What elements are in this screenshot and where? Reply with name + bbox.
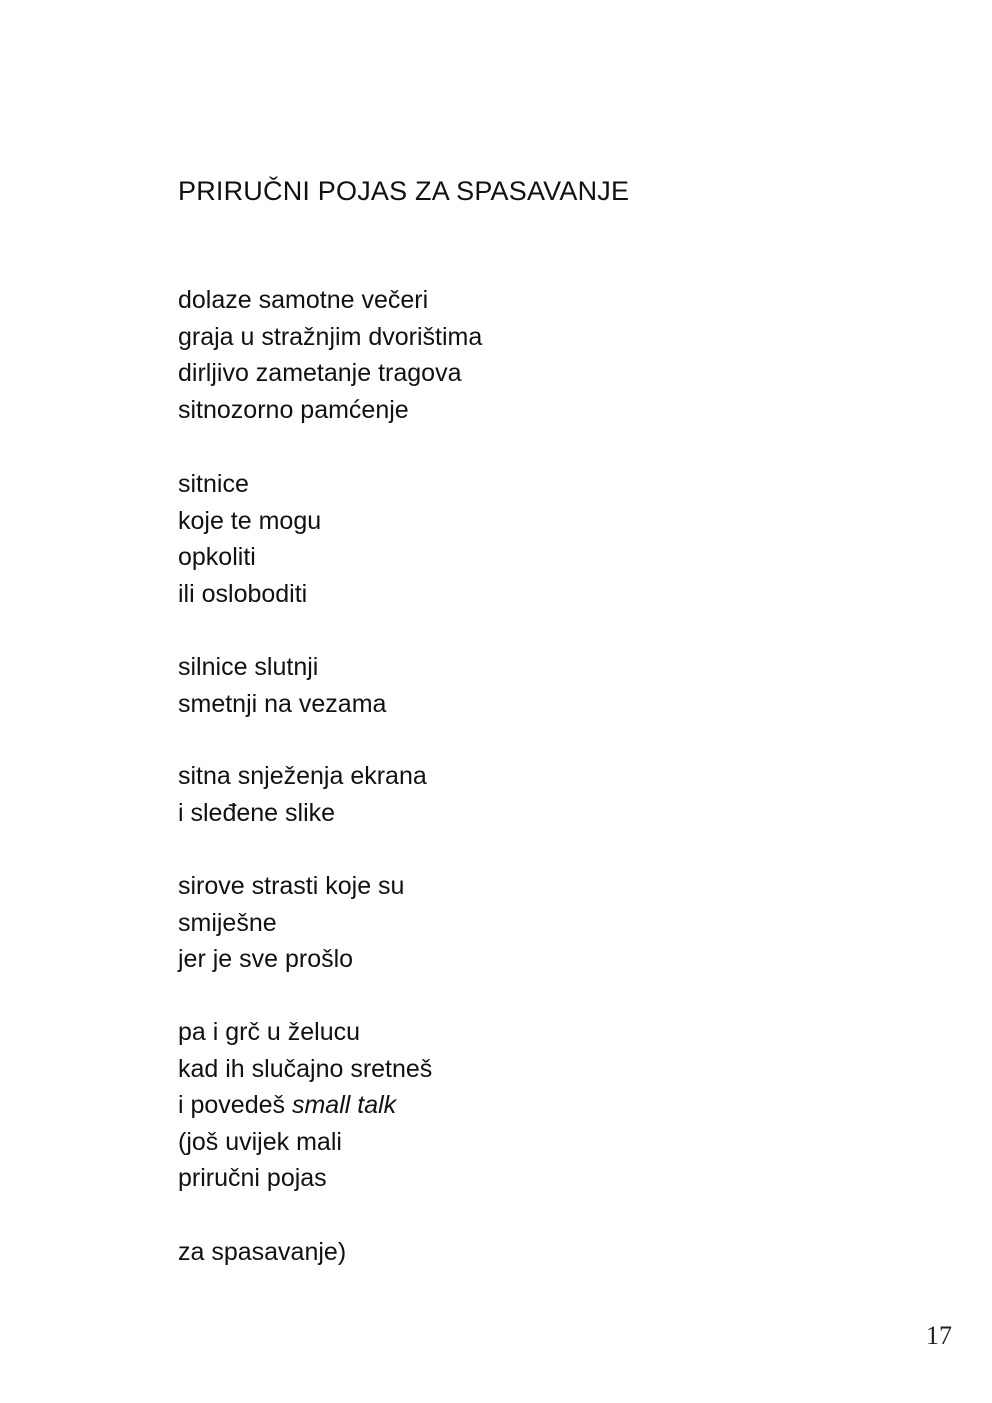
stanza-1 — [178, 282, 482, 428]
poem-line: dirljivo zametanje tragova — [178, 359, 462, 388]
poem-line: i sleđene slike — [178, 798, 336, 827]
poem-line: sitnozorno pamćenje — [178, 395, 409, 424]
poem-line: graja u stražnjim dvorištima — [178, 322, 483, 351]
poem-line: sirove strasti koje su — [178, 872, 405, 900]
stanza-4 — [178, 758, 427, 831]
stanza-5 — [178, 868, 404, 978]
poem-line: priručni pojas — [178, 1164, 327, 1193]
poem-line: jer je sve prošlo — [178, 945, 354, 974]
poem-line-prefix: i povedeš — [178, 1091, 292, 1120]
poem-line: dolaze samotne večeri — [178, 286, 429, 314]
poem-line: sitna snježenja ekrana — [178, 762, 427, 790]
poem-line: opkoliti — [178, 543, 256, 572]
poem-line: (još uvijek mali — [178, 1127, 342, 1156]
italic-phrase: small talk — [291, 1091, 397, 1120]
poem-line: smetnji na vezama — [178, 689, 387, 718]
stanza-7 — [178, 1234, 346, 1271]
poem-line: sitnice — [178, 470, 249, 498]
poem-line: za spasavanje) — [178, 1238, 347, 1266]
poem-line: ili osloboditi — [178, 579, 308, 608]
page-number: 17 — [926, 1321, 952, 1350]
poem-line: kad ih slučajno sretneš — [178, 1054, 433, 1083]
poem-line: smiješne — [178, 908, 277, 937]
stanza-3 — [178, 649, 386, 722]
poem-title: PRIRUČNI POJAS ZA SPASAVANJE — [178, 176, 630, 206]
poem-line-with-italic — [178, 1087, 432, 1124]
poem-line: pa i grč u želucu — [178, 1018, 361, 1046]
poem-line: silnice slutnji — [178, 653, 319, 681]
stanza-6 — [178, 1014, 432, 1197]
poem-line: koje te mogu — [178, 506, 322, 535]
stanza-2 — [178, 466, 321, 612]
